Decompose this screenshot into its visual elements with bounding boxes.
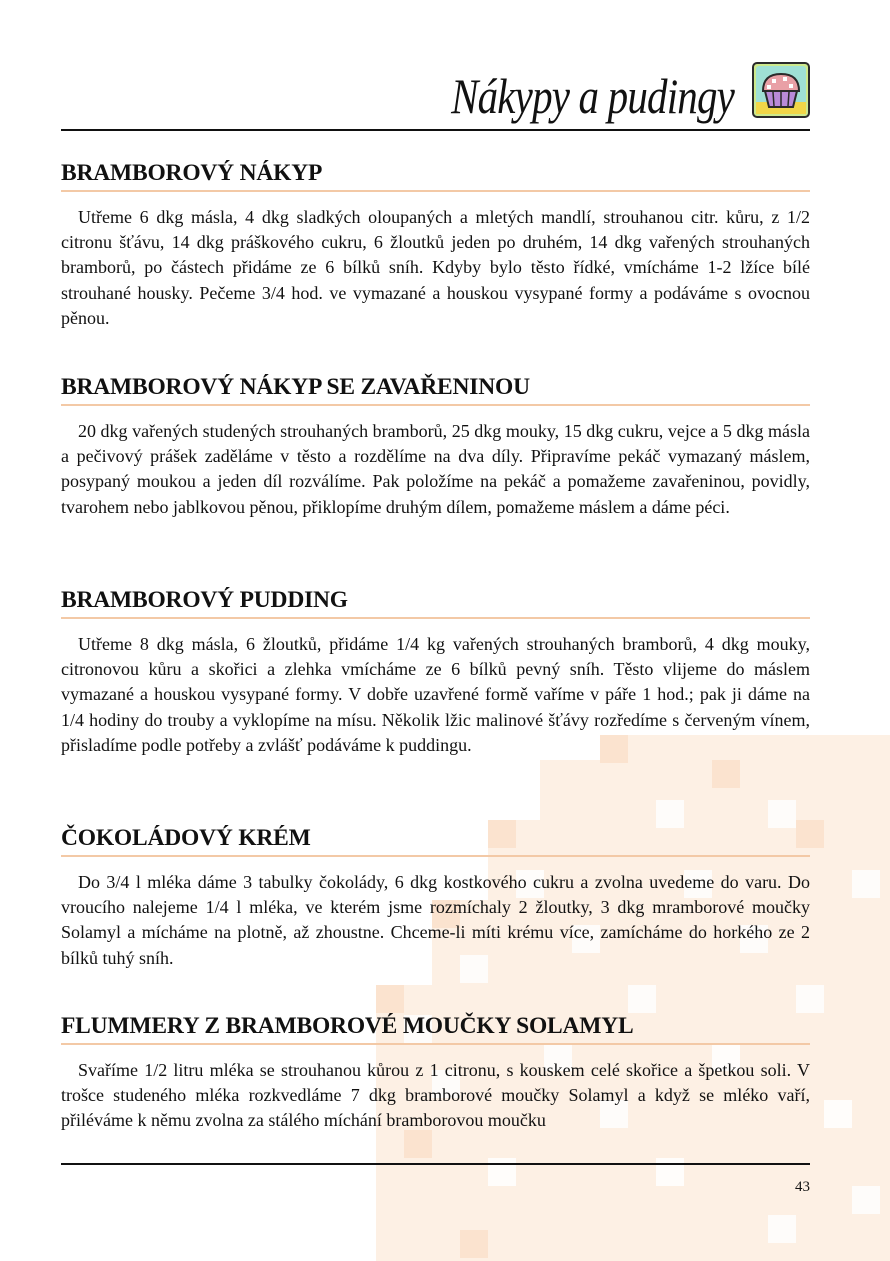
recipe-section <box>61 585 810 758</box>
recipe-text: 20 dkg vařených studených strouhaných bramborů, 25 dkg mouky, 15 dkg cukru, vejce a 5 dkg másla a pečivový prášek zaděláme v těsto a rozdělíme na dva díly. Připravíme pekáč vymazaný máslem, posypaný moukou a jeden díl rozválíme. Pak položíme na pekáč a pomažeme zavařeninou, povidly, tvarohem nebo jablkovou pěnou, přiklopíme druhým dílem, pomažeme máslem a dáme péci. <box>61 421 810 517</box>
muffin-icon <box>752 62 810 118</box>
page-number: 43 <box>795 1179 810 1195</box>
recipe-section <box>61 158 810 331</box>
section-divider <box>61 1043 810 1045</box>
recipe-title: FLUMMERY Z BRAMBOROVÉ MOUČKY SOLAMYL <box>61 1013 634 1039</box>
recipe-text: Svaříme 1/2 litru mléka se strouhanou kůrou z 1 citronu, s kouskem celé skořice a špetkou soli. V trošce studeného mléka rozkvedláme 7 dkg bramborové moučky Solamyl a když se mléko vaří, přiléváme k němu zvolna za stálého míchání bramborovou moučku <box>61 1060 810 1131</box>
page-header <box>61 56 810 132</box>
header-divider <box>61 129 810 131</box>
recipe-text: Do 3/4 l mléka dáme 3 tabulky čokolády, 6 dkg kostkového cukru a zvolna uvedeme do varu. Do vroucího nalejeme 1/4 l mléka, ve kterém jsme rozmíchaly 2 žloutky, 3 dkg mramborové moučky Solamyl a mícháme na plotně, až zhoustne. Chceme-li míti krému více, zamícháme do horkého ze 2 bílků tuhý sníh. <box>61 872 810 968</box>
footer-divider <box>61 1163 810 1165</box>
section-divider <box>61 190 810 192</box>
section-divider <box>61 617 810 619</box>
recipe-title: BRAMBOROVÝ NÁKYP <box>61 160 323 186</box>
recipe-section <box>61 1011 810 1134</box>
recipe-title: BRAMBOROVÝ NÁKYP SE ZAVAŘENINOU <box>61 374 530 400</box>
recipe-text: Utřeme 6 dkg másla, 4 dkg sladkých oloupaných a mletých mandlí, strouhanou citr. kůru, z 1/2 citronu šťávu, 14 dkg práškového cukru, 6 žloutků jeden po druhém, 14 dkg vařených strouhaných bramborů, po částech přidáme ze 6 bílků sníh. Kdyby bylo těsto řídké, vmícháme 1-2 lžíce bílé strouhané housky. Pečeme 3/4 hod. ve vymazané a houskou vysypané formy a podáváme s ovocnou pěnou. <box>61 207 810 328</box>
recipe-title: ČOKOLÁDOVÝ KRÉM <box>61 825 311 851</box>
chapter-title: Nákypy a pudingy <box>451 68 734 124</box>
section-divider <box>61 404 810 406</box>
recipe-title: BRAMBOROVÝ PUDDING <box>61 587 348 613</box>
section-divider <box>61 855 810 857</box>
recipe-text: Utřeme 8 dkg másla, 6 žloutků, přidáme 1/4 kg vařených strouhaných bramborů, 4 dkg mouky, citronovou kůru a skořici a zlehka vmícháme ze 6 bílků pevný sníh. Těsto vlijeme do máslem vymazané a houskou vysypané formy. V dobře uzavřené formě vaříme v páře 1 hod.; pak ji dáme na 1/4 hodiny do trouby a vyklopíme na mísu. Několik lžic malinové šťávy rozředíme s červeným vínem, přisladíme podle potřeby a zvlášť podáváme k puddingu. <box>61 634 810 755</box>
recipe-section <box>61 372 810 520</box>
recipe-section <box>61 823 810 971</box>
